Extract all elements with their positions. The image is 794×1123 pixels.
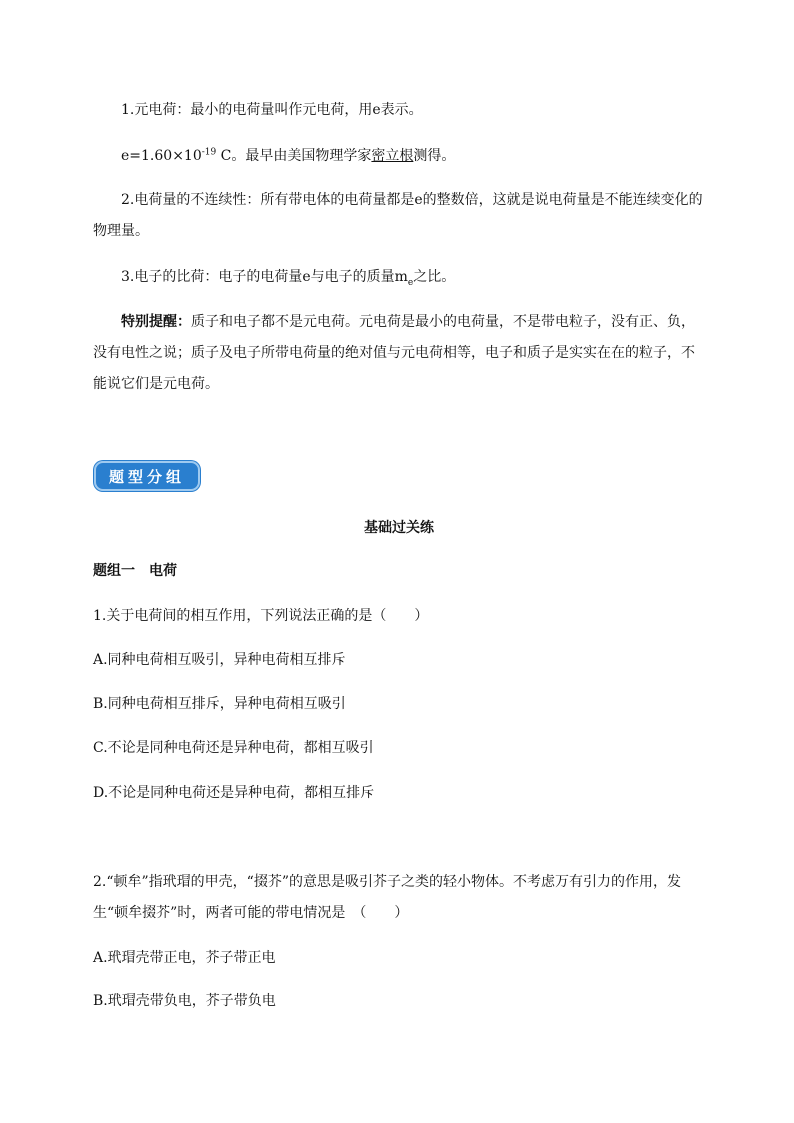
question-2-stem: 2.“顿牟”指玳瑁的甲壳，“掇芥”的意思是吸引芥子之类的轻小物体。不考虑万有引力的作用，发生“顿牟掇芥”时，两者可能的带电情况是 （ ） (93, 874, 681, 921)
question-1-option-c: C.不论是同种电荷还是异种电荷，都相互吸引 (93, 740, 374, 756)
question-2-option-a: A.玳瑁壳带正电，芥子带正电 (93, 950, 276, 966)
note-specific-charge (93, 262, 705, 293)
section-tag (94, 461, 200, 491)
section-title: 基础过关练 (364, 520, 434, 536)
question-1-option-a: A.同种电荷相互吸引，异种电荷相互排斥 (93, 652, 346, 668)
specific-charge-end: 之比。 (413, 269, 456, 285)
charge-value-text: e=1.60×10 (121, 148, 202, 164)
charge-measured-text: 测得。 (413, 148, 456, 164)
group-title: 题组一 电荷 (93, 563, 177, 579)
special-tip (93, 307, 705, 400)
question-2-option-b: B.玳瑁壳带负电，芥子带负电 (93, 993, 276, 1009)
specific-charge-text: 3.电子的比荷：电子的电荷量e与电子的质量m (121, 269, 408, 285)
note-charge-value (93, 141, 705, 172)
special-tip-text: 质子和电子都不是元电荷。元电荷是最小的电荷量，不是带电粒子，没有正、负，没有电性之说；质子及电子所带电荷量的绝对值与元电荷相等，电子和质子是实实在在的粒子，不能说它们是元电荷。 (93, 314, 695, 392)
section-tag-label: 题型分组 (108, 467, 185, 486)
question-1-option-b: B.同种电荷相互排斥，异种电荷相互吸引 (93, 696, 346, 712)
charge-unit-text: C。最早由美国物理学家 (216, 148, 372, 164)
question-1-stem: 1.关于电荷间的相互作用，下列说法正确的是（ ） (93, 608, 429, 624)
note-elementary-charge: 1.元电荷：最小的电荷量叫作元电荷，用e表示。 (121, 102, 423, 118)
charge-exponent: -19 (201, 147, 217, 158)
note-discontinuity: 2.电荷量的不连续性：所有带电体的电荷量都是e的整数倍，这就是说电荷量是不能连续变化的物理量。 (93, 192, 703, 239)
special-tip-label: 特别提醒： (121, 314, 191, 330)
mass-subscript: e (407, 277, 414, 288)
physicist-name: 密立根 (371, 148, 414, 164)
question-1-option-d: D.不论是同种电荷还是异种电荷，都相互排斥 (93, 785, 375, 801)
